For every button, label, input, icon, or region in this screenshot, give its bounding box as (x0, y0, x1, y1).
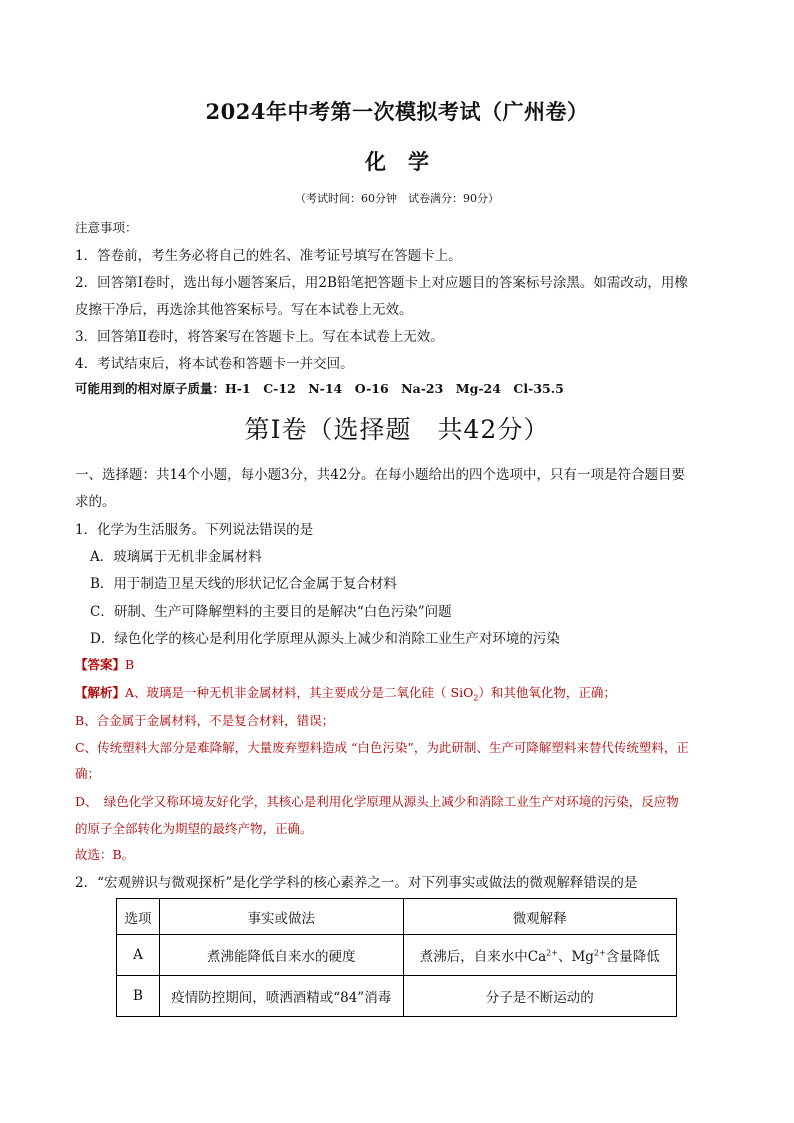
notice-item: 3．回答第Ⅱ卷时，将答案写在答题卡上。写在本试卷上无效。 (75, 329, 444, 345)
analysis-text: A、玻璃是一种无机非金属材料，其主要成分是二氧化硅（ SiO (125, 685, 474, 700)
q1-option-d: D．绿色化学的核心是利用化学原理从源头上减少和消除工业生产对环境的污染 (90, 631, 560, 647)
q1-analysis-b: B、合金属于金属材料，不是复合材料，错误； (75, 713, 335, 728)
cell-text: 煮沸后，自来水中Ca (419, 949, 547, 965)
notice-heading: 注意事项： (75, 220, 138, 235)
superscript: 2+ (546, 948, 558, 958)
section-intro: 求的。 (75, 494, 116, 510)
analysis-text: ）和其他氧化物，正确； (478, 685, 616, 700)
answer-value: B (125, 657, 135, 672)
section-intro: 一、选择题：共14个小题，每小题3分，共42分。在每小题给出的四个选项中，只有一项是符合题目要 (75, 467, 685, 483)
q1-answer (75, 655, 134, 673)
q2-stem: 2．“宏观辨识与微观探析”是化学学科的核心素养之一。对下列事实或做法的微观解释错误的是 (75, 875, 638, 891)
q1-analysis-c: C、传统塑料大部分是难降解，大量废弃塑料造成 “白色污染”，为此研制、生产可降解塑料来替代传统塑料，正 (75, 740, 689, 755)
exam-info: （考试时间：60分钟 试卷满分：90分） (295, 192, 499, 205)
table-cell: 分子是不断运动的 (403, 976, 677, 1017)
table-header: 选项 (117, 899, 160, 935)
cell-text: 、Mg (557, 949, 594, 965)
q1-conclusion: 故选：B。 (75, 847, 135, 862)
q2-table (116, 898, 677, 1017)
table-cell: A (117, 935, 160, 976)
table-row (117, 976, 677, 1017)
section-title: 第Ⅰ卷（选择题 共42分） (244, 415, 550, 444)
table-header: 事实或做法 (159, 899, 403, 935)
q1-analysis-d: 的原子全部转化为期望的最终产物，正确。 (75, 821, 313, 836)
table-row (117, 935, 677, 976)
notice-item: 皮擦干净后，再选涂其他答案标号。写在本试卷上无效。 (75, 302, 413, 318)
superscript: 2+ (593, 948, 606, 958)
table-header: 微观解释 (403, 899, 677, 935)
subject-title: 化学 (365, 149, 451, 174)
table-cell: B (117, 976, 160, 1017)
atomic-masses: 可能用到的相对原子质量：H-1 C-12 N-14 O-16 Na-23 Mg-24 Cl-35.5 (75, 381, 564, 396)
table-header-row (117, 899, 677, 935)
notice-item: 1．答卷前，考生务必将自己的姓名、准考证号填写在答题卡上。 (75, 248, 462, 264)
q1-option-b: B．用于制造卫星天线的形状记忆合金属于复合材料 (90, 576, 397, 592)
page-title: 2024年中考第一次模拟考试（广州卷） (205, 99, 589, 124)
q1-analysis-d: D、 绿色化学又称环境友好化学，其核心是利用化学原理从源头上减少和消除工业生产对环境的污染，反应物 (75, 794, 679, 809)
q1-option-a: A．玻璃属于无机非金属材料 (90, 549, 262, 565)
q1-analysis-a (75, 683, 616, 703)
answer-tag: 【答案】 (75, 657, 126, 672)
table-cell: 疫情防控期间，喷洒酒精或“84”消毒 (159, 976, 403, 1017)
q1-option-c: C．研制、生产可降解塑料的主要目的是解决“白色污染”问题 (90, 604, 452, 620)
table-cell: 煮沸能降低自来水的硬度 (159, 935, 403, 976)
notice-item: 4．考试结束后，将本试卷和答题卡一并交回。 (75, 356, 354, 372)
cell-text: 含量降低 (605, 949, 660, 965)
table-cell (403, 935, 677, 976)
analysis-tag: 【解析】 (75, 685, 126, 700)
q1-analysis-c: 确； (75, 766, 101, 781)
q1-stem: 1．化学为生活服务。下列说法错误的是 (75, 522, 314, 538)
subscript: 2 (473, 693, 479, 703)
notice-item: 2．回答第Ⅰ卷时，选出每小题答案后，用2B铅笔把答题卡上对应题目的答案标号涂黑。如需改动，用橡 (75, 275, 688, 291)
